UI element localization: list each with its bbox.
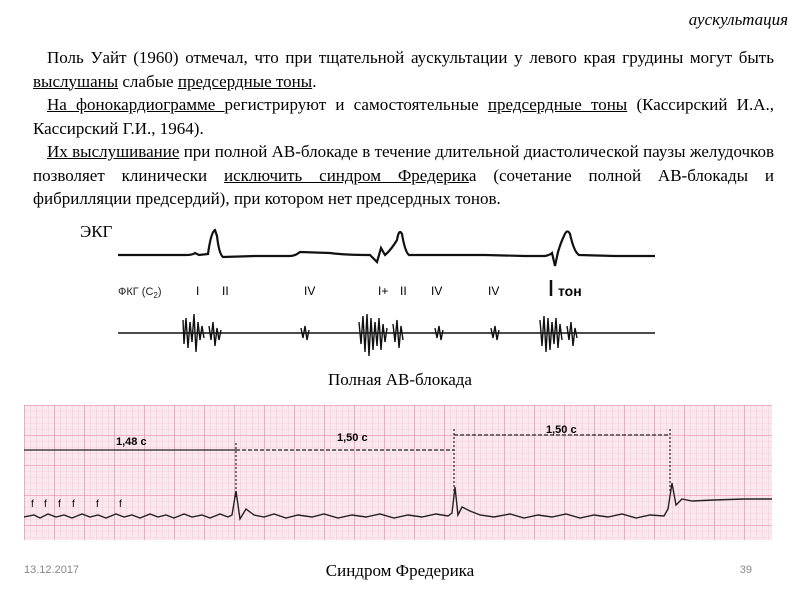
mark-IV: IV — [431, 284, 443, 298]
figure1-caption: Полная АВ-блокада — [328, 370, 472, 389]
f-mark: f — [31, 499, 34, 510]
f-mark: f — [119, 499, 122, 510]
interval-2: 1,50 с — [337, 432, 368, 444]
pcg-trace — [118, 314, 655, 356]
mark-IV: IV — [488, 284, 500, 298]
ecg-label: ЭКГ — [80, 222, 113, 241]
ecg-trace — [118, 230, 655, 266]
figure2-caption: Синдром Фредерика — [325, 561, 475, 580]
page-number: 39 — [739, 564, 752, 576]
interval-1: 1,48 с — [116, 436, 147, 448]
paragraph-3: Их выслушивание при полной АВ-блокаде в течение длительной диастолической паузы желудочков позволяет клинически исключить синдром Фредерика (сочетание полной АВ-блокады и фибрилляции предсердий), при котором нет предсердных тонов. — [33, 142, 775, 208]
f-mark: f — [44, 499, 47, 510]
ecg-pcg-figure — [115, 222, 660, 368]
mark-IV: IV — [304, 284, 316, 298]
mark-I-plus: I+ — [378, 284, 389, 298]
f-mark: f — [72, 499, 75, 510]
frederick-ecg-strip — [24, 405, 772, 540]
mark-II: II — [222, 284, 229, 298]
paragraph-2: На фонокардиограмме регистрируют и самостоятельные предсердные тоны (Кассирский И.А., Кассирский Г.И., 1964). — [33, 95, 774, 138]
footer-date: 13.12.2017 — [24, 564, 80, 576]
mark-II: II — [400, 284, 407, 298]
section-title: аускультация — [688, 10, 788, 29]
tone-label: тон — [558, 283, 582, 299]
mark-I: I — [196, 284, 200, 298]
svg-text:ФКГ (С2): ФКГ $(С_2)$ — [118, 286, 162, 300]
body-text — [33, 46, 774, 211]
f-mark: f — [58, 499, 61, 510]
interval-3: 1,50 с — [546, 424, 577, 436]
f-mark: f — [96, 499, 99, 510]
paragraph-1: Поль Уайт (1960) отмечал, что при тщательной аускультации у левого края грудины могут быть выслушаны слабые предсердные тоны. — [33, 48, 774, 91]
